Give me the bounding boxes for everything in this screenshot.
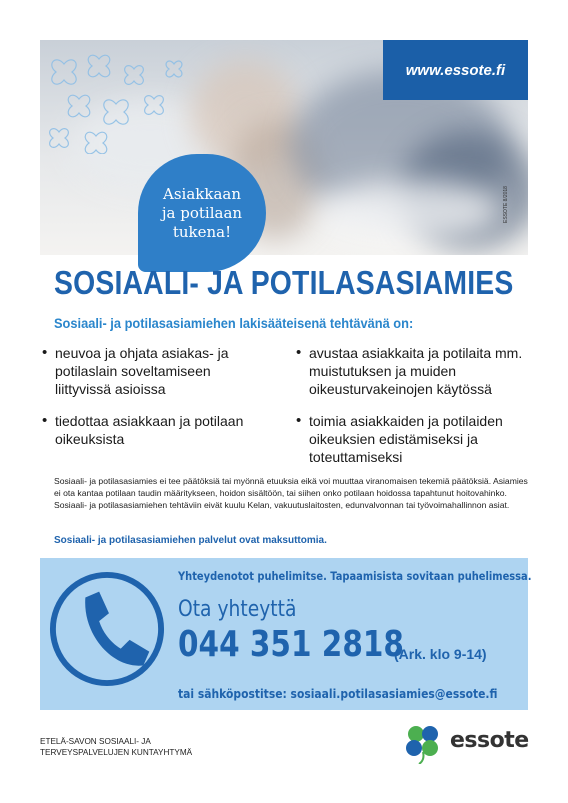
duties-left-column	[42, 344, 272, 462]
bubble-text: Asiakkaan ja potilaan tukena!	[161, 184, 243, 241]
duties-subtitle: Sosiaali- ja potilasasiamiehen lakisääteisenä tehtävänä on:	[54, 316, 414, 331]
office-hours: (Ark. klo 9-14)	[394, 646, 487, 662]
website-url[interactable]: www.essote.fi	[405, 61, 506, 79]
essote-clover-logo-icon	[400, 722, 446, 764]
contact-panel	[40, 558, 532, 710]
website-badge[interactable]	[383, 40, 528, 100]
organization-name	[40, 736, 192, 758]
duty-item: • toimia asiakkaiden ja potilaiden oikeuksien edistämiseksi ja toteuttamiseksi	[296, 412, 531, 466]
page-title: SOSIAALI- JA POTILASASIAMIES	[54, 264, 514, 301]
disclaimer-text: Sosiaali- ja potilasasiamies ei tee päätöksiä tai myönnä etuuksia eikä voi muuttaa viranomaisen tekemiä päätöksiä. Asiamies ei ota kantaa potilaan taudin määritykseen, hoidon sisältöön, tai siihen onko potilaan hoidossa tapahtunut hoitovahinko. Sosiaali- ja potilasasiamiehen tehtäviin eivät kuulu Kelan, vakuutuslaitosten, edunvalvonnan tai työvoimahallinnon asiat.	[54, 476, 528, 510]
header-photo	[40, 40, 528, 255]
duty-item: • neuvoa ja ohjata asiakas- ja potilaslain soveltamiseen liittyvissä asioissa	[42, 344, 255, 398]
clover-pattern-icon	[44, 44, 194, 154]
org-line-1: ETELÄ-SAVON SOSIAALI- JA	[40, 737, 151, 746]
phone-handset-icon	[48, 570, 166, 688]
speech-bubble	[138, 154, 266, 272]
flyer-page	[40, 40, 532, 763]
logo-wordmark: essote	[450, 728, 529, 753]
contact-intro: Yhteydenotot puhelimitse. Tapaamisista sovitaan puhelimessa.	[178, 569, 532, 583]
duty-item: • avustaa asiakkaita ja potilaita mm. muistutuksen ja muiden oikeusturvakeinojen käytössä	[296, 344, 524, 398]
duty-item: • tiedottaa asiakkaan ja potilaan oikeuksista	[42, 412, 270, 448]
free-of-charge-note: Sosiaali- ja potilasasiamiehen palvelut ovat maksuttomia.	[54, 535, 327, 546]
email-line[interactable]: tai sähköpostitse: sosiaali.potilasasiamies@essote.fi	[178, 686, 498, 701]
essote-logo	[400, 722, 528, 764]
org-line-2: TERVEYSPALVELUJEN KUNTAYHTYMÄ	[40, 748, 193, 757]
contact-heading: Ota yhteyttä	[178, 597, 297, 622]
print-code: ESSOTE 8/2018	[503, 186, 509, 223]
phone-number[interactable]: 044 351 2818	[178, 624, 404, 665]
duties-right-column	[296, 344, 526, 480]
